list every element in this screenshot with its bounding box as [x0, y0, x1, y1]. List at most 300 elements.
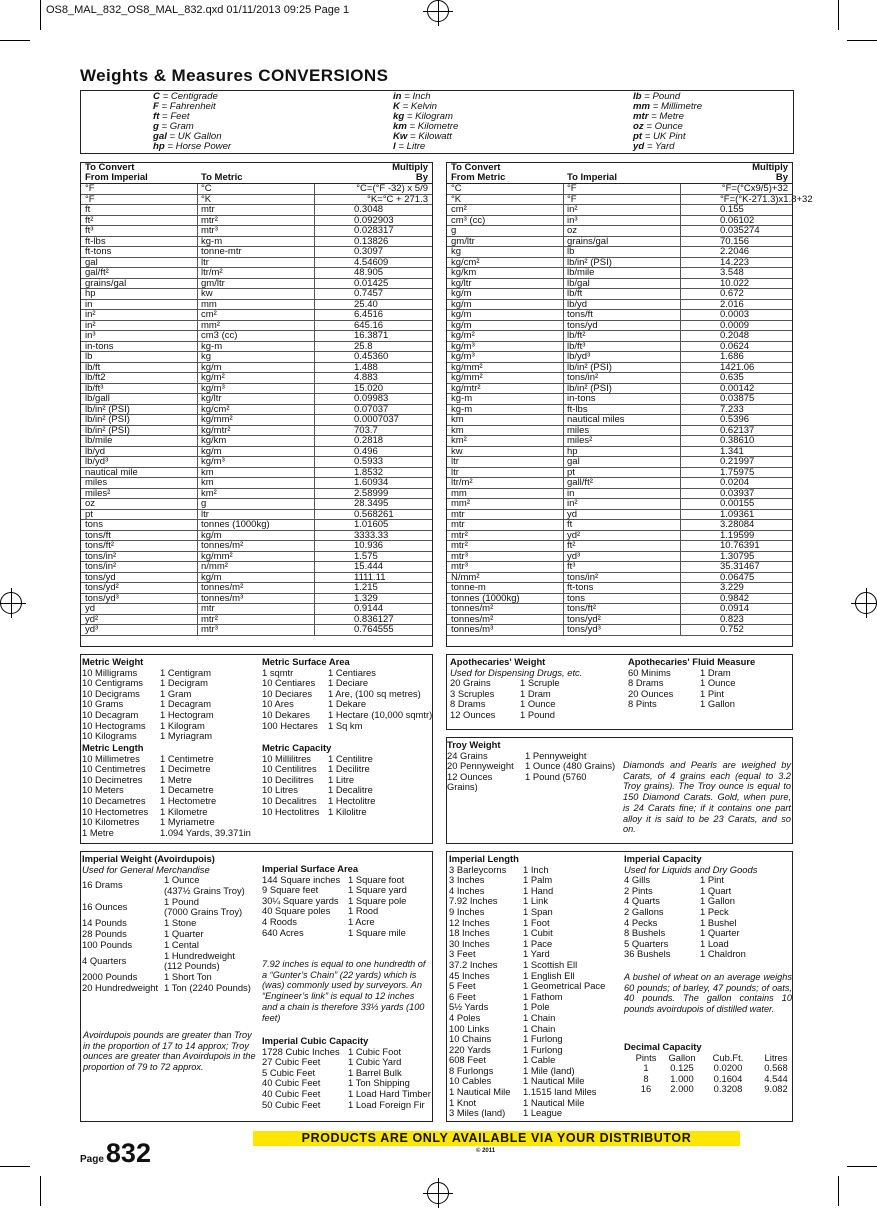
to-unit: in² [567, 204, 578, 215]
from-unit: kg/m³ [451, 351, 475, 362]
multiplier: 0.635 [720, 372, 744, 383]
cell: 5 Cubic Feet [262, 1066, 316, 1078]
from-unit: kg/m³ [451, 340, 475, 352]
cell: 1 Barrel Bulk [348, 1066, 402, 1078]
abbr-value: = Metre [648, 111, 684, 122]
cell: 10 Kilometres [82, 816, 140, 828]
to-unit: tonnes (1000kg) [201, 519, 270, 530]
multiplier: 0.764555 [354, 624, 394, 635]
cell: 20 Hundredweight [82, 981, 159, 993]
cell: 1 Pennyweight [525, 749, 587, 761]
troy-weight-section [447, 739, 616, 793]
from-unit: lb/in² (PSI) [85, 424, 130, 436]
to-unit: in-tons [567, 393, 596, 404]
section-row [82, 794, 217, 807]
cell: 5 Quarters [624, 937, 669, 949]
cell: 1 Gram [160, 687, 192, 699]
page-number [80, 1138, 151, 1169]
from-unit: tons/ft [85, 529, 111, 541]
abbr-key: ft [153, 111, 160, 122]
multiplier: 703.7 [354, 424, 378, 436]
cell: 1 Litre [328, 773, 355, 785]
to-unit: lb/ft³ [567, 340, 586, 352]
cell: 12 Ounces [450, 708, 496, 720]
table-row [81, 604, 432, 615]
table-row [447, 415, 792, 426]
abbr-value: = Feet [159, 111, 190, 122]
multiplier: 0.7457 [354, 288, 384, 299]
crop-mark [847, 40, 877, 41]
imperial-length-capacity-box [446, 851, 793, 1122]
multiplier: 0.2818 [354, 435, 384, 446]
abbr-col-3 [633, 92, 702, 152]
crop-mark [0, 1166, 30, 1167]
multiplier: 6.4516 [354, 309, 384, 320]
from-unit: tonnes/m² [451, 613, 494, 625]
cell: 37.2 Inches [449, 958, 498, 970]
troy-note: Diamonds and Pearls are weighed by Carats, of 4 grains each (equal to 3.2 Troy grains). The Troy ounce is equal to 150 Diamond Carats. Gold, when pure, is 24 Carats fine; if it contains one part alloy it is said to be 23 Carats, and so on. [623, 760, 791, 835]
section-subtitle: Used for Liquids and Dry Goods [624, 863, 758, 875]
cell: 10 Chains [449, 1033, 492, 1045]
from-unit: kg/ltr [451, 277, 472, 289]
to-unit: kg-m [201, 340, 223, 352]
from-unit: kg/km [451, 267, 477, 278]
from-unit: km [451, 424, 464, 436]
cell: 1 Ounce [700, 677, 736, 689]
multiplier: 0.752 [720, 624, 744, 635]
cell: 10 Millimetres [82, 752, 140, 764]
section-title: Imperial Capacity [624, 853, 702, 864]
from-unit: lb/in² (PSI) [85, 414, 130, 425]
multiplier: 4.883 [354, 372, 378, 383]
abbr-value: = Kilowatt [407, 131, 452, 142]
table-row [447, 583, 792, 594]
table-row [81, 289, 432, 300]
cell: 1 Load Hard Timber [348, 1087, 431, 1099]
cell: 3 Barleycorns [449, 863, 507, 875]
from-unit: kg/m [451, 309, 472, 320]
avoirdupois-note: Avoirdupois pounds are greater than Troy in the proportion of 17 to 14 approx; Troy ounces are greater than Avoirdupois in the proportion of 79 to 72 approx. [83, 1030, 256, 1073]
from-unit: mm² [451, 498, 470, 509]
from-unit: °F [85, 183, 95, 194]
cell: 10 Dekares [262, 708, 310, 720]
section-row [624, 907, 757, 918]
cell: 1 Foot [523, 916, 550, 928]
to-unit: yd² [567, 529, 581, 541]
section-row [82, 895, 243, 919]
cell: 1 Load [700, 937, 729, 949]
cell: 1 Sq km [328, 719, 363, 731]
multiplier: 0.00142 [720, 382, 755, 394]
cell: 1 English Ell [523, 969, 575, 981]
multiplier: 1.575 [354, 550, 378, 562]
from-unit: mtr³ [451, 550, 468, 562]
cell: 1 Decigram [160, 677, 208, 689]
from-unit: lb/ft2 [85, 372, 106, 383]
registration-mark-top [427, 0, 449, 22]
cell: 4 Roods [262, 915, 297, 927]
to-unit: ltr [201, 508, 209, 520]
to-unit: cm3 (cc) [201, 330, 238, 341]
cell: 1.000 [670, 1072, 694, 1084]
cell: 4 Poles [449, 1011, 481, 1023]
multiplier: 25.40 [354, 298, 378, 310]
cell: (7000 Grains Troy) [164, 906, 243, 918]
from-unit: nautical mile [85, 466, 138, 478]
registration-mark-bottom [427, 1182, 449, 1204]
cell: 7.92 Inches [449, 895, 498, 907]
cell: 10 Hectometres [82, 805, 149, 817]
abbr-key: K [393, 101, 400, 112]
table-row [447, 373, 792, 384]
cell: 1 Nautical Mile [449, 1086, 511, 1098]
to-unit: mm² [201, 319, 220, 331]
multiplier: 0.028317 [354, 225, 394, 236]
to-unit: mtr [201, 603, 215, 614]
abbr-key: pt [633, 131, 643, 142]
multiplier: 0.823 [720, 613, 744, 625]
from-unit: mm [451, 487, 467, 499]
cell: 1 Hundredweight [164, 949, 235, 961]
to-unit: gall/ft² [567, 477, 593, 488]
multiplier: 28.3495 [354, 498, 389, 509]
abbr-key: gal [153, 131, 167, 142]
multiplier: 7.233 [720, 403, 744, 415]
from-unit: in² [85, 309, 96, 320]
multiplier: 0.5933 [354, 456, 384, 467]
to-unit: miles [567, 424, 590, 436]
section-title: Metric Surface Area [262, 656, 350, 667]
section-title: Imperial Length [449, 853, 519, 864]
to-unit: lb/in² (PSI) [567, 256, 612, 268]
from-unit: yd² [85, 613, 99, 625]
cell: 1 Square yard [348, 884, 407, 896]
cell: 1 Fathom [523, 990, 563, 1002]
cell: 2 Pints [624, 884, 653, 896]
cell: 1 Stone [164, 917, 197, 929]
from-unit: ft² [85, 214, 94, 226]
to-unit: lb/yd³ [567, 351, 591, 362]
cell: 12 Ounces [447, 770, 493, 782]
to-unit: lb/in² (PSI) [567, 382, 612, 394]
to-unit: mtr³ [201, 624, 218, 635]
cell: 1 Cubic Yard [348, 1056, 402, 1068]
section-row [82, 940, 215, 951]
from-unit: ft [85, 204, 91, 215]
cell: 1 Square pole [348, 894, 407, 906]
from-unit: ft³ [85, 225, 94, 236]
table-row [447, 625, 792, 636]
to-unit: tonnes/m³ [201, 592, 244, 604]
from-unit: ltr [451, 466, 459, 478]
from-unit: in [85, 298, 93, 310]
to-unit: lb/mile [567, 267, 595, 278]
multiplier: 0.836127 [354, 613, 394, 625]
cell: 1 Quart [700, 884, 732, 896]
to-unit: kg/mm² [201, 550, 233, 562]
multiplier: 0.06102 [720, 214, 755, 226]
cell: 1 Dram [520, 687, 551, 699]
cell: 1 Pace [523, 937, 553, 949]
cell: Cub.Ft. [712, 1051, 744, 1063]
multiplier: 0.45360 [354, 351, 389, 362]
from-unit: tonnes/m³ [451, 624, 494, 635]
multiplier: 1.01605 [354, 519, 389, 530]
abbr-key: l [393, 141, 396, 152]
cell: 1 Ton Shipping [348, 1077, 410, 1089]
to-unit: °F [567, 193, 577, 205]
abbreviations-box [80, 90, 794, 154]
copyright: © 2011 [476, 1148, 496, 1154]
from-unit: tonnes (1000kg) [451, 592, 520, 604]
from-unit: kg/m [451, 298, 472, 310]
cell: 1 Bushel [700, 916, 737, 928]
abbr-key: g [153, 121, 159, 132]
abbr-value: = Centigrade [159, 91, 218, 102]
cell: 4 Gills [624, 874, 651, 886]
cell: 1 Yard [523, 948, 550, 960]
multiplier: 0.0914 [720, 603, 750, 614]
cell: 4.544 [764, 1072, 788, 1084]
multiplier: 2.2046 [720, 246, 750, 257]
from-unit: oz [85, 498, 96, 509]
cell: 10 Decagram [82, 708, 139, 720]
abbr-value: = Kilogram [404, 111, 453, 122]
cell: 3 Feet [449, 948, 476, 960]
header-from: From Metric [451, 172, 506, 183]
cell: 10 Decimetres [82, 773, 143, 785]
cell: 1 Ounce [164, 874, 200, 886]
abbr-key: kg [393, 111, 405, 122]
cell: 1 Kilometre [160, 805, 208, 817]
cell: 608 Feet [449, 1054, 487, 1066]
table-row [447, 520, 792, 531]
cell: 2 Gallons [624, 905, 664, 917]
cell: 9 Inches [449, 905, 485, 917]
cell: 640 Acres [262, 926, 304, 938]
cell: 16 [640, 1083, 652, 1095]
cell: 10 Millilitres [262, 752, 311, 764]
cell: 28 Pounds [82, 927, 127, 939]
cell: 10 Decametres [82, 794, 146, 806]
multiplier: 3.548 [720, 267, 744, 278]
cell: 40 Cubic Feet [262, 1087, 321, 1099]
multiplier: 1.30795 [720, 550, 755, 562]
multiplier: 35.31467 [720, 561, 760, 572]
abbr-key: km [393, 121, 407, 132]
header-multiply: Multiply [392, 162, 428, 173]
crop-mark [847, 1166, 877, 1167]
section-title: Apothecaries' Fluid Measure [628, 656, 756, 667]
abbr-value: = UK Pint [642, 131, 686, 142]
from-unit: lb/mile [85, 435, 113, 446]
cell: 10 Deciares [262, 687, 313, 699]
table-row [81, 226, 432, 237]
cell: 20 Ounces [628, 687, 674, 699]
crop-mark [838, 0, 839, 30]
from-unit: °C [451, 183, 462, 194]
multiplier: 0.09983 [354, 393, 389, 404]
abbr-value: = UK Gallon [166, 131, 222, 142]
cell: 30¼ Square yards [262, 894, 339, 906]
multiplier: 1.8532 [354, 466, 384, 478]
abbr-key: F [153, 101, 159, 112]
cell: 60 Minims [628, 666, 671, 678]
cell: 1 Pound [520, 708, 555, 720]
table-row [81, 310, 432, 321]
to-unit: hp [567, 445, 578, 457]
to-unit: oz [567, 225, 578, 236]
cell: 1 Inch [523, 863, 549, 875]
cell: 1 Centimetre [160, 752, 214, 764]
to-unit: tonnes/m² [201, 540, 244, 551]
from-unit: lb/ft³ [85, 382, 104, 394]
cell: 10 Milligrams [82, 666, 138, 678]
metric-capacity-section [262, 742, 376, 817]
cubic-capacity-section [262, 1035, 431, 1110]
multiplier: 15.444 [354, 561, 384, 572]
multiplier: 1.215 [354, 582, 378, 593]
section-subtitle: Used for Dispensing Drugs, etc. [450, 666, 583, 678]
from-unit: kg-m [451, 403, 473, 415]
from-unit: gm/ltr [451, 235, 475, 247]
to-unit: lb/yd [567, 298, 588, 310]
to-unit: km [201, 466, 214, 478]
table-row [447, 352, 792, 363]
abbr-value: = Pound [641, 91, 681, 102]
section-row [262, 1098, 425, 1111]
cell: 1 Furlong [523, 1033, 563, 1045]
cell: 1 Quarter [164, 927, 204, 939]
from-unit: kg/m [451, 319, 472, 331]
cell: 1 Peck [700, 905, 729, 917]
multiplier: 0.155 [720, 204, 744, 215]
section-row [82, 826, 251, 839]
cell: 1 Metre [82, 826, 114, 838]
cell: 1 Myriagram [160, 730, 213, 742]
from-unit: mtr² [451, 540, 468, 551]
cell: 16 Drams [82, 879, 123, 891]
cell: 1 Chain [523, 1011, 556, 1023]
abbr-key: in [393, 91, 402, 102]
multiplier: 0.9842 [720, 592, 750, 604]
to-unit: mtr [201, 204, 215, 215]
apothecaries-fluid-section [628, 657, 755, 710]
cell: 36 Bushels [624, 948, 671, 960]
from-unit: lb [85, 351, 93, 362]
multiplier: 10.022 [720, 277, 750, 289]
cell: 1 Gallon [700, 698, 735, 710]
table-row [81, 562, 432, 573]
metric-surface-section [262, 656, 433, 731]
cell: 1 Decalitre [328, 784, 373, 796]
to-unit: kg/km [201, 435, 227, 446]
multiplier: 0.21997 [720, 456, 755, 467]
to-unit: ft³ [567, 561, 576, 572]
section-row [262, 805, 367, 818]
from-unit: km [451, 414, 464, 425]
multiplier: 0.01425 [354, 277, 389, 289]
multiplier: 2.58999 [354, 487, 389, 499]
abbr-key: lb [633, 91, 642, 102]
multiplier: 1421.06 [720, 361, 755, 373]
multiplier: 0.0003 [720, 309, 750, 320]
to-unit: ft [567, 519, 573, 530]
to-unit: lb/gal [567, 277, 590, 289]
cell: 1 Knot [449, 1096, 477, 1108]
cell: 20 Grains [450, 677, 491, 689]
from-unit: in-tons [85, 340, 114, 352]
to-unit: in³ [567, 214, 578, 226]
multiplier: 0.672 [720, 288, 744, 299]
cell: 0.0200 [713, 1062, 743, 1074]
multiplier: 3.229 [720, 582, 744, 593]
table-row [447, 541, 792, 552]
cell: 1 Myriametre [160, 816, 215, 828]
from-unit: cm² [451, 204, 467, 215]
section-row [449, 1011, 556, 1024]
from-unit: tons/in² [85, 550, 117, 562]
cell: 1 Geometrical Pace [523, 980, 606, 992]
header-by: By [415, 172, 428, 183]
table-row [81, 436, 432, 447]
multiplier: 1.686 [720, 351, 744, 362]
cell: (112 Pounds) [164, 960, 220, 972]
cell: 0.3208 [713, 1083, 743, 1095]
imperial-weight-box [80, 851, 433, 1122]
cell: 1 Pint [700, 874, 724, 886]
table-row [81, 541, 432, 552]
registration-mark-right [855, 592, 877, 614]
abbr-value: = Ounce [643, 121, 683, 132]
section-row [449, 1107, 563, 1119]
cell: 10 Centigrams [82, 677, 143, 689]
abbr-key: C [153, 91, 160, 102]
imperial-length-section [449, 853, 606, 1119]
metric-to-imperial-table [446, 162, 813, 647]
section-row [262, 1087, 431, 1100]
cell: Litres [764, 1051, 788, 1063]
multiplier: 1.19599 [720, 529, 755, 541]
table-row [81, 573, 432, 584]
section-row [262, 926, 406, 939]
cell: 1 Dekare [328, 698, 367, 710]
to-unit: tons/yd³ [567, 624, 601, 635]
cell: 0.125 [670, 1062, 694, 1074]
cell: 10 Cables [449, 1075, 492, 1087]
cell: 1 Decametre [160, 784, 214, 796]
to-unit: ft-tons [567, 582, 594, 593]
cell: 8 Bushels [624, 927, 666, 939]
to-unit: km² [201, 487, 217, 499]
cell: 8 Drams [450, 698, 486, 710]
to-unit: mtr³ [201, 225, 218, 236]
from-unit: in² [85, 319, 96, 331]
multiplier: 10.936 [354, 540, 384, 551]
metric-weight-section [82, 656, 214, 742]
imperial-surface-section [262, 863, 407, 938]
table-row [81, 352, 432, 363]
table-row [81, 184, 432, 195]
to-unit: kg-m [201, 235, 223, 247]
cell: 3 Inches [449, 874, 485, 886]
section-title: Troy Weight [447, 739, 501, 750]
apothecaries-weight-section [450, 657, 582, 721]
cell: 1 Nautical Mile [523, 1096, 585, 1108]
cell: 1 Chain [523, 1022, 556, 1034]
header-to_convert: To Convert [85, 162, 135, 173]
to-unit: mtr² [201, 214, 218, 226]
